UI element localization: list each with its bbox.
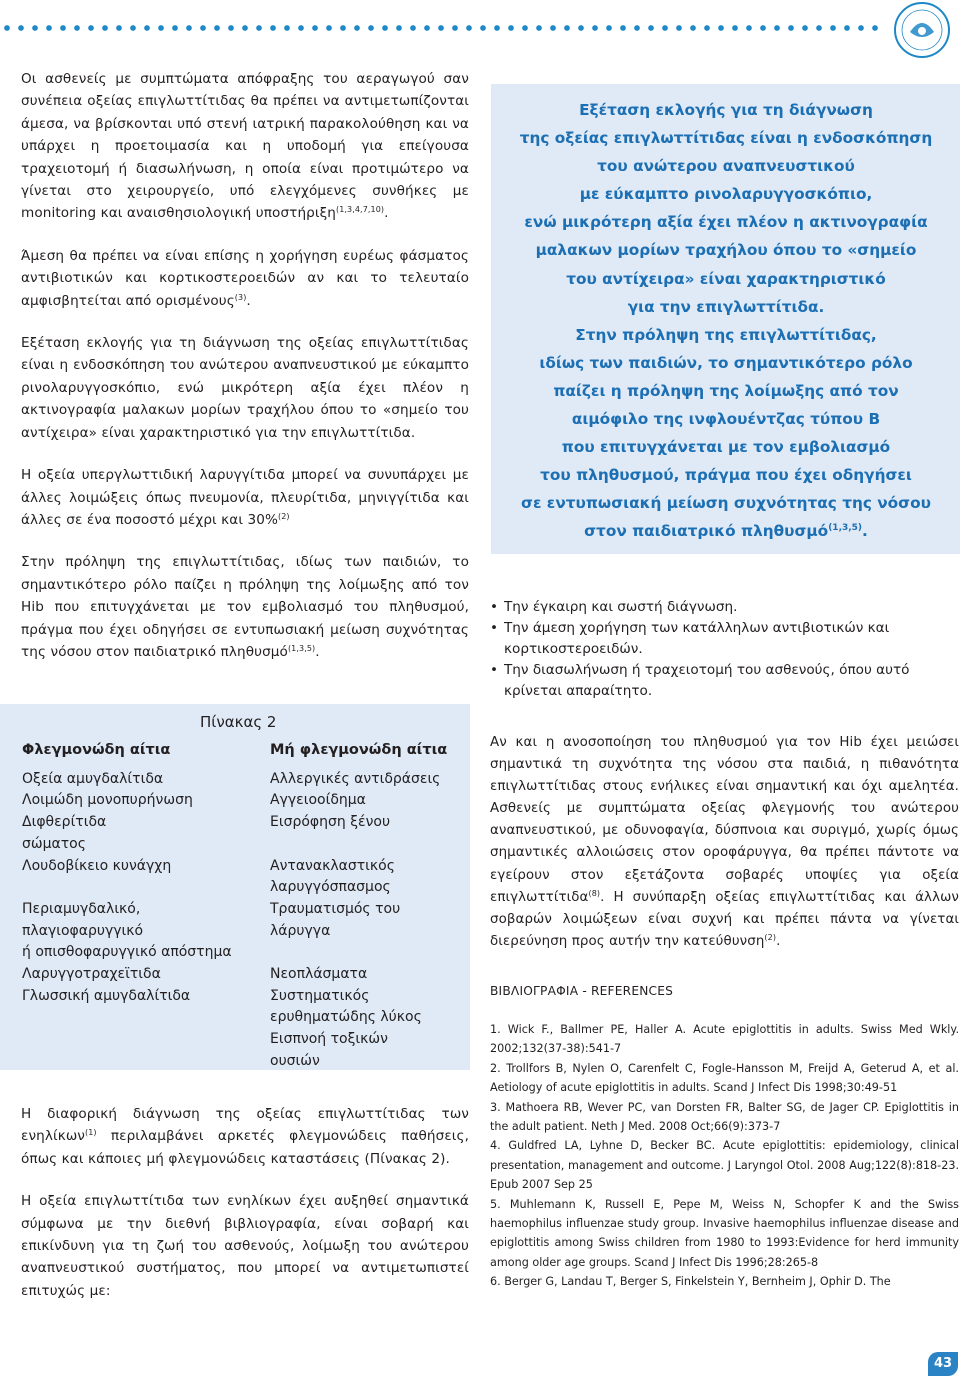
callout-line — [502, 265, 950, 293]
callout-line — [502, 517, 950, 545]
table-cell — [270, 942, 470, 964]
table-cell: Οξεία αμυγδαλίτιδα — [22, 770, 164, 787]
callout-line — [502, 124, 950, 152]
callout-line — [502, 293, 950, 321]
paragraph-coinfection: Η οξεία υπεργλωττιδική λαρυγγίτιδα μπορεί να συνυπάρχει με άλλες λοιμώξεις όπως πνευμονία, πλευρίτιδα, μηνιγγίτιδα και άλλες σε ένα ποσοστό μέχρι και 30%$^{(2)}$ — [21, 467, 469, 528]
table-cell: Περιαμυγδαλικό, — [22, 900, 141, 917]
callout-line-text: της οξείας επιγλωττίτιδας είναι η ενδοσκόπηση — [519, 129, 933, 148]
table-cell: Αγγειοοίδημα — [270, 792, 366, 809]
table-cell: Αντανακλαστικός — [270, 857, 395, 874]
table-header-non-inflammatory: Μή φλεγμονώδη αίτια — [270, 742, 448, 758]
paragraph-differential: Η διαφορική διάγνωση της οξείας επιγλωττίτιδας των ενηλίκων$^{(1)}$ περιλαμβάνει αρκετές φλεγμονώδεις παθήσεις, όπως και κάποιες μή φλεγμονώδεις καταστάσεις (Πίνακας 2). — [21, 1106, 469, 1167]
callout-line-text: σε εντυπωσιακή μείωση συχνότητας της νόσου — [521, 494, 931, 513]
callout-line — [502, 349, 950, 377]
table-cell: Νεοπλάσματα — [270, 966, 368, 983]
callout-line-text: ιδίως των παιδιών, το σημαντικότερο ρόλο — [539, 353, 913, 372]
callout-line — [502, 489, 950, 517]
callout-line-text: ενώ μικρότερη αξία έχει πλέον η ακτινογραφία — [524, 213, 928, 232]
table-cell: Διφθερίτιδα — [22, 814, 107, 831]
table-cell: Τραυματισμός του — [270, 900, 401, 917]
callout-line — [502, 433, 950, 461]
table-cell — [270, 834, 470, 856]
table-cell: Λαρυγγοτραχεϊτιδα — [22, 966, 161, 983]
callout-line-text: που επιτυγχάνεται με τον εμβολιασμό — [561, 438, 891, 457]
paragraph-diagnosis: Εξέταση εκλογής για τη διάγνωση της οξείας επιγλωττίτιδας είναι η ενδοσκόπηση του ανώτερου αναπνευστικού με εύκαμπτο ρινολαρυγγοσκόπιο, ενώ μικρότερη αξία έχει πλέον η ακτινογραφία μαλακων μορίων τραχήλου όπου το «σημείο του αντίχειρα» είναι χαρακτηριστικό για την επιγλωττίτιδα. — [21, 335, 469, 441]
callout-line — [502, 405, 950, 433]
callout-period: . — [862, 522, 868, 541]
table-cell: πλαγιοφαρυγγικό — [22, 922, 144, 939]
table-cell: ή οπισθοφαρυγγικό απόστημα — [22, 944, 232, 961]
paragraph-hib-immunization: Αν και η ανοσοποίηση του πληθυσμού για τον Hib έχει μειώσει σημαντικά τη συχνότητα της νόσου στα παιδιά, η πιθανότητα επιγλωττίτιδας στους ενήλικες είναι σημαντική και όχι αμελητέα. Ασθενείς με συμπτώματα οξείας φλεγμονής του ανώτερου αναπνευστικού, με οδυνοφαγία, δύσπνοια και συριγμό, χωρίς όμως σημαντικές αλλοιώσεις στον οροφάρυγγα, θα πρέπει πάντοτε να εγείρουν στον εξετάζοντα σοβαρές υποψίες για οξεία επιγλωττίτιδα$^{(8)}$. Η συνύπαρξη οξείας επιγλωττίτιδας και άλλων σοβαρών λοιμώξεων είναι συχνή και πρέπει πάντα να γίνεται διερεύνηση προς αυτήν την κατεύθυνση$^{(2)}$. — [490, 735, 959, 949]
table-cell: Εισπνοή τοξικών — [270, 1031, 388, 1048]
dotted-header-rule — [0, 20, 885, 36]
callout-citation: (1,3,5) — [828, 523, 863, 534]
society-logo — [884, 0, 960, 64]
table-column-non-inflammatory — [270, 740, 470, 1073]
table-column-inflammatory — [22, 740, 262, 1007]
callout-line-text: Στην πρόληψη της επιγλωττίτιδας, — [575, 325, 877, 344]
table-cell — [22, 877, 262, 899]
list-item: • Την διασωλήνωση ή τραχειοτομή του ασθενούς, όπου αυτό κρίνεται απαραίτητο. — [490, 660, 959, 702]
paragraph-antibiotics: Άμεση θα πρέπει να είναι επίσης η χορήγηση ευρέως φάσματος αντιβιοτικών και κορτικοστεροειδών αν και το τελευταίο αμφισβητείται από ορισμένους$^{(3)}$. — [21, 247, 469, 309]
callout-line-text: αιμόφιλο της ινφλουέντζας τύπου Β — [571, 410, 881, 429]
references-section — [490, 984, 959, 1292]
reference-item: 2. Trollfors B, Nylen O, Carenfelt C, Fogle-Hansson M, Freijd A, Geterud A, et al. Aetiology of acute epiglottitis in adults. Scand J Infect Dis 1998;30:49-51 — [490, 1061, 959, 1095]
right-column — [490, 597, 959, 702]
callout-line-text: του πληθυσμού, πράγμα που έχει οδηγήσει — [540, 466, 912, 485]
callout-line-text: με εύκαμπτο ρινολαρυγγοσκόπιο, — [579, 185, 873, 204]
reference-item: 6. Berger G, Landau T, Berger S, Finkelstein Y, Bernheim J, Ophir D. The — [490, 1275, 891, 1289]
callout-line-text: μαλακων μορίων τραχήλου όπου το «σημείο — [535, 241, 917, 260]
reference-item: 3. Mathoera RB, Wever PC, van Dorsten FR, Balter SG, de Jager CP. Epiglottitis in the adult patient. Neth J Med. 2008 Oct;66(9):373-7 — [490, 1100, 959, 1134]
table-cell: Λοιμώδη μονοπυρήνωση — [22, 792, 193, 809]
reference-item: 5. Muhlemann K, Russell E, Pepe M, Weiss N, Schopfer K and the Swiss haemophilus influenzae study group. Invasive haemophilus influenzae disease and epiglottitis among Swiss children from 1980 to 1993:Evidence for herd immunity among older age groups. Scand J Infect Dis 1996;28:265-8 — [490, 1197, 959, 1269]
table-cell: ουσιών — [270, 1052, 320, 1069]
callout-line-text: του αντίχειρα» είναι χαρακτηριστικό — [566, 269, 886, 288]
callout-line — [502, 321, 950, 349]
left-column — [21, 68, 469, 683]
page-number: 43 — [928, 1352, 958, 1376]
list-item: • Την έγκαιρη και σωστή διάγνωση. — [490, 597, 959, 618]
paragraph-prevention: Στην πρόληψη της επιγλωττίτιδας, ιδίως των παιδιών, το σημαντικότερο ρόλο παίζει η πρόληψη της λοίμωξης από τον Hib που επιτυγχάνεται με τον εμβολιασμό του πληθυσμού, πράγμα που έχει οδηγήσει σε εντυπωσιακή μείωση συχνότητας της νόσου στον παιδιατρικό πληθυσμό$^{(1,3,5)}$. — [21, 554, 469, 660]
callout-line — [502, 461, 950, 489]
references-title: ΒΙΒΛΙΟΓΡΑΦΙΑ - REFERENCES — [490, 984, 674, 998]
table-cell: ερυθηματώδης λύκος — [270, 1009, 422, 1026]
callout-text — [502, 96, 950, 546]
table-cell: λάρυγγα — [270, 922, 331, 939]
reference-item: 4. Guldfred LA, Lyhne D, Becker BC. Acute epiglottitis: epidemiology, clinical presentation, management and outcome. J Laryngol Otol. 2008 Aug;122(8):818-23. Epub 2007 Sep 25 — [490, 1139, 959, 1192]
list-item: • Την άμεση χορήγηση των κατάλληλων αντιβιοτικών και κορτικοστεροειδών. — [490, 618, 959, 660]
paragraph-adult-epiglottitis: Η οξεία επιγλωττίτιδα των ενηλίκων έχει αυξηθεί σημαντικά σύμφωνα με την διεθνή βιβλιογραφία, είναι σοβαρή και επικίνδυνη για τη ζωή του ασθενούς, λοίμωξη του ανώτερου αναπνευστικού συστήματος, που μπορεί να αντιμετωπιστεί επιτυχώς με: — [21, 1193, 469, 1299]
table-cell: Αλλεργικές αντιδράσεις — [270, 770, 441, 787]
table-cell: σώματος — [22, 835, 86, 852]
callout-line — [502, 377, 950, 405]
callout-line — [502, 236, 950, 264]
paragraph-airway: Οι ασθενείς με συμπτώματα απόφραξης του αεραγωγού σαν συνέπεια οξείας επιγλωττίτιδας θα πρέπει να αντιμετωπίζονται άμεσα, να βρίσκονται υπό στενή ιατρική παρακολούθηση και να υπάρχει η προετοιμασία και η υποδομή για επείγουσα τραχειοτομή ή διασωλήνωση, η οποία είναι προτιμώτερο να γίνεται στο χειρουργείο, υπό ελεγχόμενες συνθήκες με monitoring και αναισθησιολογική υποστήριξη$^{(1,3,4,7,10)}$. — [21, 71, 469, 222]
table-cell: Συστηματικός — [270, 987, 370, 1004]
table-title: Πίνακας 2 — [200, 713, 277, 731]
callout-line — [502, 208, 950, 236]
table-cell: Γλωσσική αμυγδαλίτιδα — [22, 987, 191, 1004]
callout-line-text: παίζει η πρόληψη της λοίμωξης από τον — [553, 381, 899, 400]
treatment-list — [490, 597, 959, 702]
table-cell: Εισρόφηση ξένου — [270, 814, 391, 831]
callout-line — [502, 96, 950, 124]
callout-line-text: Εξέταση εκλογής για τη διάγνωση — [579, 101, 873, 119]
table-cell: Λουδοβίκειο κυνάγχη — [22, 857, 172, 874]
callout-line-text: του ανώτερου αναπνευστικού — [597, 157, 855, 176]
left-column-lower — [21, 1103, 469, 1322]
reference-item: 1. Wick F., Ballmer PE, Haller A. Acute epiglottitis in adults. Swiss Med Wkly. 2002;132(37-38):541-7 — [490, 1023, 959, 1056]
callout-line-text: για την επιγλωττίτιδα. — [627, 297, 825, 316]
table-cell: λαρυγγόσπασμος — [270, 879, 391, 896]
callout-line-text: στον παιδιατρικό πληθυσμό — [584, 522, 829, 541]
callout-line — [502, 152, 950, 180]
right-column-text — [490, 732, 959, 973]
callout-line — [502, 180, 950, 208]
table-header-inflammatory: Φλεγμονώδη αίτια — [22, 742, 171, 758]
